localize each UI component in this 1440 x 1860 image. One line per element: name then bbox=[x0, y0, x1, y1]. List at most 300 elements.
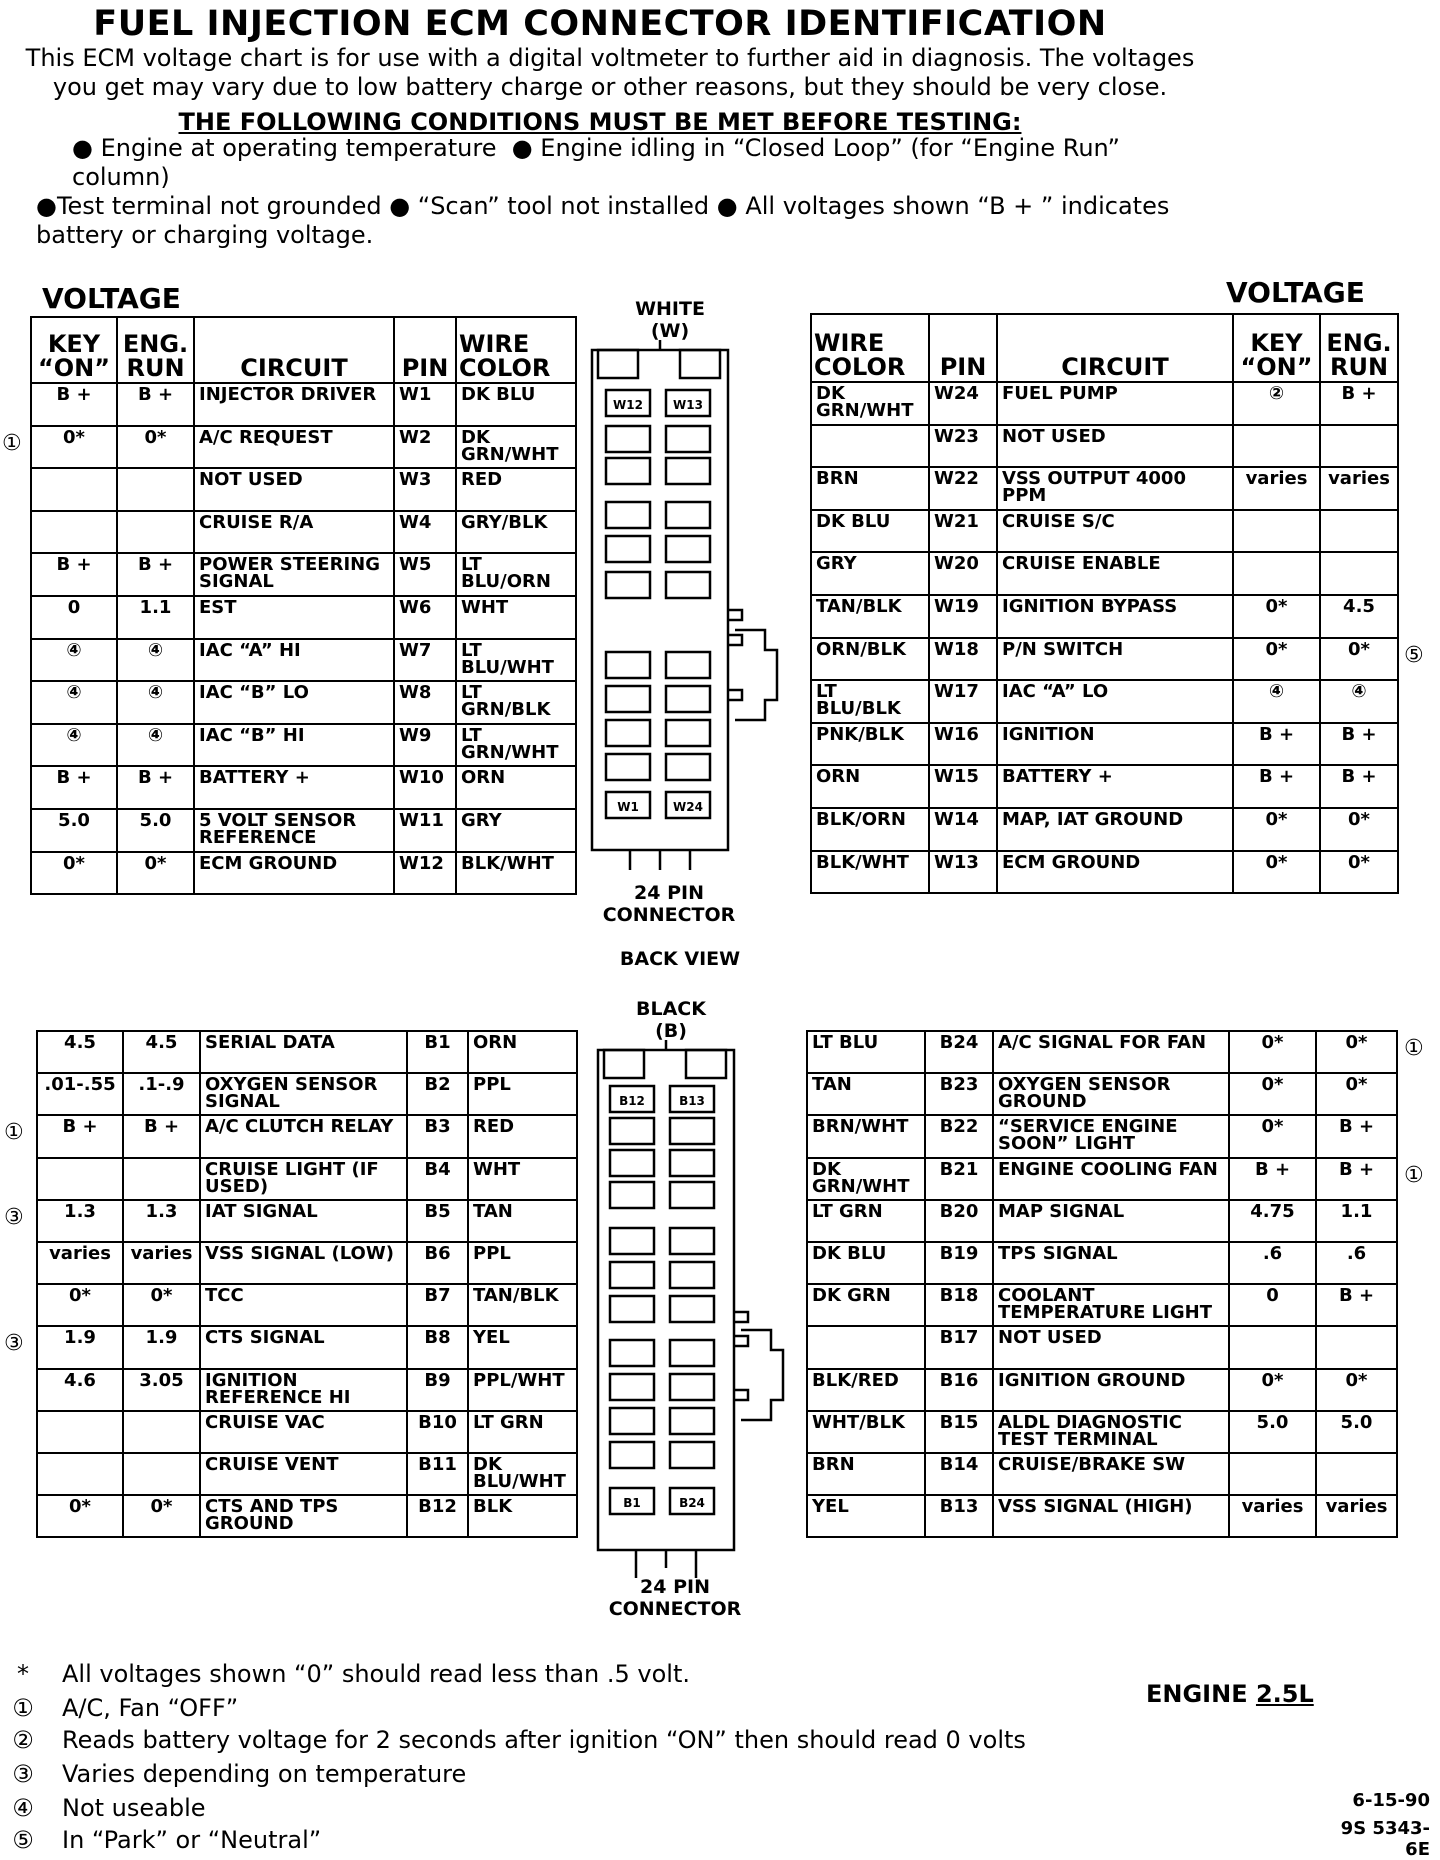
cell-run: 0* bbox=[123, 1284, 200, 1326]
cell-run: 3.05 bbox=[123, 1369, 200, 1411]
cell-pin: W20 bbox=[929, 552, 997, 595]
cell-circuit: INJECTOR DRIVER bbox=[194, 383, 394, 426]
cell-key bbox=[37, 1453, 123, 1495]
cell-key: 0* bbox=[1233, 808, 1320, 851]
cell-circuit: FUEL PUMP bbox=[997, 382, 1233, 425]
cell-key bbox=[1229, 1453, 1316, 1495]
cell-circuit: ECM GROUND bbox=[194, 852, 394, 895]
cell-wire: RED bbox=[456, 468, 576, 511]
cell-wire: DK GRN/WHT bbox=[807, 1158, 925, 1200]
cell-pin: W14 bbox=[929, 808, 997, 851]
cell-key bbox=[37, 1411, 123, 1453]
pin-label-bl: W1 bbox=[617, 800, 639, 814]
white-connector-diagram bbox=[590, 340, 790, 870]
row-marker: ① bbox=[1404, 1036, 1424, 1061]
cell-key: 0* bbox=[1229, 1115, 1316, 1157]
cell-pin: W7 bbox=[394, 639, 456, 682]
table-row bbox=[31, 511, 576, 554]
cell-circuit: BATTERY + bbox=[997, 765, 1233, 808]
cell-circuit: OXYGEN SENSOR SIGNAL bbox=[200, 1073, 407, 1115]
cell-circuit: IGNITION GROUND bbox=[993, 1369, 1229, 1411]
cell-run: .6 bbox=[1316, 1242, 1397, 1284]
white-connector-svg bbox=[590, 340, 790, 870]
black-connector-label: BLACK (B) bbox=[636, 998, 706, 1042]
cell-run bbox=[1320, 510, 1398, 553]
header-circuit: CIRCUIT bbox=[194, 317, 394, 383]
cell-wire: BLK/ORN bbox=[811, 808, 929, 851]
white-connector-label: WHITE (W) bbox=[635, 298, 705, 342]
cell-wire: ORN/BLK bbox=[811, 638, 929, 681]
pin-label-tr: W13 bbox=[673, 398, 703, 412]
header-wire-color: WIRE COLOR bbox=[456, 317, 576, 383]
cell-key: varies bbox=[1233, 467, 1320, 510]
cell-pin: B20 bbox=[925, 1200, 993, 1242]
table-row bbox=[807, 1453, 1397, 1495]
header-eng-run: ENG. RUN bbox=[1320, 314, 1398, 382]
cell-pin: B2 bbox=[407, 1073, 468, 1115]
cell-circuit: IGNITION BYPASS bbox=[997, 595, 1233, 638]
cell-run: 5.0 bbox=[117, 809, 194, 852]
header-key-on: KEY “ON” bbox=[1233, 314, 1320, 382]
footnote-symbol: ⑤ bbox=[12, 1826, 34, 1854]
pin-cavities bbox=[610, 1086, 714, 1514]
cell-wire: DK GRN/WHT bbox=[811, 382, 929, 425]
cell-pin: B3 bbox=[407, 1115, 468, 1157]
cell-key: B + bbox=[31, 766, 117, 809]
table-row bbox=[37, 1242, 577, 1284]
table-row bbox=[811, 552, 1398, 595]
cell-pin: W19 bbox=[929, 595, 997, 638]
cell-pin: B1 bbox=[407, 1031, 468, 1073]
cell-run bbox=[117, 511, 194, 554]
table-row bbox=[811, 723, 1398, 766]
table-row bbox=[807, 1369, 1397, 1411]
cell-wire: LT BLU/ORN bbox=[456, 553, 576, 596]
cell-key: B + bbox=[1233, 765, 1320, 808]
cell-pin: B15 bbox=[925, 1411, 993, 1453]
cell-run bbox=[123, 1411, 200, 1453]
table-row bbox=[807, 1284, 1397, 1326]
table-row bbox=[31, 681, 576, 724]
cell-run: 0* bbox=[117, 852, 194, 895]
cell-circuit: IAC “B” LO bbox=[194, 681, 394, 724]
cell-wire: BRN bbox=[807, 1453, 925, 1495]
table-row bbox=[811, 808, 1398, 851]
cell-key: 0* bbox=[37, 1495, 123, 1537]
cell-pin: W12 bbox=[394, 852, 456, 895]
cell-key bbox=[31, 468, 117, 511]
cell-key: 0* bbox=[1229, 1031, 1316, 1073]
cell-key bbox=[1233, 425, 1320, 468]
cell-circuit: CRUISE LIGHT (IF USED) bbox=[200, 1158, 407, 1200]
table-row bbox=[37, 1073, 577, 1115]
cell-pin: B24 bbox=[925, 1031, 993, 1073]
cell-key: ④ bbox=[1233, 680, 1320, 723]
connector-tab-left bbox=[604, 1050, 644, 1078]
cell-run: varies bbox=[1320, 467, 1398, 510]
cell-key: 4.75 bbox=[1229, 1200, 1316, 1242]
cell-circuit: BATTERY + bbox=[194, 766, 394, 809]
footnote-text: Reads battery voltage for 2 seconds after ignition “ON” then should read 0 volts bbox=[62, 1726, 1026, 1754]
table-row bbox=[37, 1158, 577, 1200]
cell-key: B + bbox=[31, 383, 117, 426]
footnote-text: Varies depending on temperature bbox=[62, 1760, 467, 1788]
table-row bbox=[807, 1242, 1397, 1284]
cell-wire: ORN bbox=[456, 766, 576, 809]
cell-key: 5.0 bbox=[31, 809, 117, 852]
cell-run: varies bbox=[123, 1242, 200, 1284]
cell-wire: GRY bbox=[456, 809, 576, 852]
table-row bbox=[31, 383, 576, 426]
cell-circuit: POWER STEERING SIGNAL bbox=[194, 553, 394, 596]
cell-key: 0 bbox=[1229, 1284, 1316, 1326]
cell-circuit: OXYGEN SENSOR GROUND bbox=[993, 1073, 1229, 1115]
cell-circuit: CTS AND TPS GROUND bbox=[200, 1495, 407, 1537]
table-row bbox=[811, 851, 1398, 894]
cell-circuit: MAP, IAT GROUND bbox=[997, 808, 1233, 851]
latch-tabs bbox=[734, 1312, 748, 1400]
cell-pin: B14 bbox=[925, 1453, 993, 1495]
cell-circuit: VSS OUTPUT 4000 PPM bbox=[997, 467, 1233, 510]
cell-key: 4.5 bbox=[37, 1031, 123, 1073]
cell-pin: B23 bbox=[925, 1073, 993, 1115]
table-row bbox=[37, 1115, 577, 1157]
cell-wire: DK GRN bbox=[807, 1284, 925, 1326]
cell-run: 0* bbox=[123, 1495, 200, 1537]
cell-pin: W5 bbox=[394, 553, 456, 596]
cell-key: ④ bbox=[31, 724, 117, 767]
cell-run bbox=[123, 1453, 200, 1495]
cell-pin: B22 bbox=[925, 1115, 993, 1157]
cell-pin: B6 bbox=[407, 1242, 468, 1284]
cell-pin: W15 bbox=[929, 765, 997, 808]
cell-run: .1-.9 bbox=[123, 1073, 200, 1115]
footnote-symbol: ③ bbox=[12, 1760, 34, 1788]
cell-circuit: SERIAL DATA bbox=[200, 1031, 407, 1073]
footnote-text: Not useable bbox=[62, 1794, 206, 1822]
black-connector-svg bbox=[596, 1040, 796, 1580]
row-marker: ① bbox=[2, 431, 22, 456]
engine-value: 2.5L bbox=[1255, 1680, 1314, 1708]
cell-wire: BLK/RED bbox=[807, 1369, 925, 1411]
cell-pin: W6 bbox=[394, 596, 456, 639]
table-row bbox=[811, 382, 1398, 425]
conditions-line-2: ●Test terminal not grounded ● “Scan” tool not installed ● All voltages shown “B + ” indicates battery or charging voltage. bbox=[36, 192, 1170, 249]
cell-key: B + bbox=[1229, 1158, 1316, 1200]
intro-text: This ECM voltage chart is for use with a digital voltmeter to further aid in diagnosis. The voltages you get may vary due to low battery charge or other reasons, but they should be very close. bbox=[25, 44, 1195, 101]
voltage-label-left: VOLTAGE bbox=[42, 282, 181, 315]
table-row bbox=[37, 1326, 577, 1368]
cell-circuit: IGNITION REFERENCE HI bbox=[200, 1369, 407, 1411]
cell-circuit: A/C REQUEST bbox=[194, 426, 394, 469]
cell-wire: LT GRN bbox=[807, 1200, 925, 1242]
engine-label: ENGINE 2.5L bbox=[1146, 1680, 1314, 1708]
cell-pin: W21 bbox=[929, 510, 997, 553]
table-row bbox=[811, 467, 1398, 510]
cell-key bbox=[31, 511, 117, 554]
cell-circuit: ECM GROUND bbox=[997, 851, 1233, 894]
cell-pin: W3 bbox=[394, 468, 456, 511]
cell-wire: TAN/BLK bbox=[468, 1284, 577, 1326]
cell-circuit: CRUISE VENT bbox=[200, 1453, 407, 1495]
table-row bbox=[811, 638, 1398, 681]
cell-run: B + bbox=[1316, 1284, 1397, 1326]
cell-pin: W1 bbox=[394, 383, 456, 426]
header-key-on: KEY “ON” bbox=[31, 317, 117, 383]
cell-run: B + bbox=[117, 383, 194, 426]
cell-key: ④ bbox=[31, 639, 117, 682]
cell-run: 0* bbox=[1320, 638, 1398, 681]
table-row bbox=[31, 766, 576, 809]
pin-label-tl: W12 bbox=[613, 398, 643, 412]
table-row bbox=[31, 468, 576, 511]
black-connector-diagram bbox=[596, 1040, 796, 1580]
cell-circuit: ENGINE COOLING FAN bbox=[993, 1158, 1229, 1200]
cell-key: 0 bbox=[31, 596, 117, 639]
black-connector-left-table bbox=[36, 1030, 578, 1538]
cell-run bbox=[123, 1158, 200, 1200]
conditions-line-1: ● Engine at operating temperature ● Engine idling in “Closed Loop” (for “Engine Run” column) bbox=[72, 134, 1120, 191]
cell-pin: W2 bbox=[394, 426, 456, 469]
cell-wire: LT BLU bbox=[807, 1031, 925, 1073]
cell-run: B + bbox=[1316, 1115, 1397, 1157]
cell-run: 0* bbox=[1320, 851, 1398, 894]
cell-key: 0* bbox=[1229, 1369, 1316, 1411]
cell-pin: W10 bbox=[394, 766, 456, 809]
footnote-text: All voltages shown “0” should read less than .5 volt. bbox=[62, 1660, 690, 1688]
table-row bbox=[37, 1369, 577, 1411]
table-row bbox=[31, 639, 576, 682]
cell-run bbox=[1316, 1326, 1397, 1368]
cell-circuit: CRUISE VAC bbox=[200, 1411, 407, 1453]
cell-pin: B12 bbox=[407, 1495, 468, 1537]
pin-label-tl: B12 bbox=[619, 1094, 645, 1108]
cell-key: 0* bbox=[1233, 638, 1320, 681]
cell-wire bbox=[811, 425, 929, 468]
table-row bbox=[37, 1453, 577, 1495]
header-eng-run: ENG. RUN bbox=[117, 317, 194, 383]
table-row bbox=[31, 809, 576, 852]
white-connector-left-table bbox=[30, 316, 577, 895]
cell-run: 0* bbox=[1320, 808, 1398, 851]
back-view-label: BACK VIEW bbox=[619, 948, 741, 970]
cell-wire: BRN bbox=[811, 467, 929, 510]
cell-wire: DK BLU bbox=[456, 383, 576, 426]
cell-key: varies bbox=[37, 1242, 123, 1284]
cell-pin: W16 bbox=[929, 723, 997, 766]
table-row bbox=[807, 1326, 1397, 1368]
cell-key bbox=[37, 1158, 123, 1200]
cell-run: B + bbox=[1320, 723, 1398, 766]
cell-run: 0* bbox=[1316, 1031, 1397, 1073]
black-connector-caption: 24 PIN CONNECTOR bbox=[608, 1576, 742, 1620]
cell-run: B + bbox=[1320, 382, 1398, 425]
cell-pin: W13 bbox=[929, 851, 997, 894]
table-row bbox=[37, 1284, 577, 1326]
cell-key: 0* bbox=[37, 1284, 123, 1326]
cell-run: varies bbox=[1316, 1495, 1397, 1537]
voltage-label-right: VOLTAGE bbox=[1226, 276, 1365, 309]
cell-wire: DK BLU/WHT bbox=[468, 1453, 577, 1495]
table-row bbox=[31, 724, 576, 767]
table-row bbox=[811, 680, 1398, 723]
cell-key bbox=[1233, 510, 1320, 553]
cell-run: 1.1 bbox=[117, 596, 194, 639]
cell-run: 4.5 bbox=[1320, 595, 1398, 638]
cell-run: ④ bbox=[117, 724, 194, 767]
cell-circuit: IAC “B” HI bbox=[194, 724, 394, 767]
table-row bbox=[811, 765, 1398, 808]
cell-pin: W9 bbox=[394, 724, 456, 767]
cell-key: 0* bbox=[1229, 1073, 1316, 1115]
cell-run: ④ bbox=[117, 639, 194, 682]
table-row bbox=[37, 1495, 577, 1537]
cell-key: B + bbox=[37, 1115, 123, 1157]
cell-run: 0* bbox=[1316, 1073, 1397, 1115]
cell-key bbox=[1229, 1326, 1316, 1368]
cell-wire: BLK/WHT bbox=[811, 851, 929, 894]
cell-wire: LT GRN/WHT bbox=[456, 724, 576, 767]
row-marker: ⑤ bbox=[1404, 643, 1424, 668]
cell-key: B + bbox=[31, 553, 117, 596]
pin-label-bl: B1 bbox=[623, 1496, 641, 1510]
cell-run: ④ bbox=[1320, 680, 1398, 723]
table-row bbox=[811, 595, 1398, 638]
table-row bbox=[31, 426, 576, 469]
cell-pin: B19 bbox=[925, 1242, 993, 1284]
header-wire-color: WIRE COLOR bbox=[811, 314, 929, 382]
cell-wire: PNK/BLK bbox=[811, 723, 929, 766]
cell-circuit: CRUISE S/C bbox=[997, 510, 1233, 553]
footnote-text: In “Park” or “Neutral” bbox=[62, 1826, 322, 1854]
cell-circuit: “SERVICE ENGINE SOON” LIGHT bbox=[993, 1115, 1229, 1157]
table-row bbox=[31, 553, 576, 596]
conditions bbox=[36, 134, 1186, 250]
cell-circuit: VSS SIGNAL (LOW) bbox=[200, 1242, 407, 1284]
header-pin: PIN bbox=[929, 314, 997, 382]
cell-run: B + bbox=[117, 766, 194, 809]
cell-circuit: IAT SIGNAL bbox=[200, 1200, 407, 1242]
cell-circuit: TCC bbox=[200, 1284, 407, 1326]
cell-wire: LT GRN/BLK bbox=[456, 681, 576, 724]
cell-circuit: NOT USED bbox=[997, 425, 1233, 468]
cell-key: .6 bbox=[1229, 1242, 1316, 1284]
cell-wire: BRN/WHT bbox=[807, 1115, 925, 1157]
cell-wire: ORN bbox=[811, 765, 929, 808]
cell-pin: B13 bbox=[925, 1495, 993, 1537]
cell-circuit: COOLANT TEMPERATURE LIGHT bbox=[993, 1284, 1229, 1326]
header-pin: PIN bbox=[394, 317, 456, 383]
cell-pin: W24 bbox=[929, 382, 997, 425]
cell-circuit: 5 VOLT SENSOR REFERENCE bbox=[194, 809, 394, 852]
cell-circuit: CTS SIGNAL bbox=[200, 1326, 407, 1368]
table-row bbox=[807, 1495, 1397, 1537]
table-row bbox=[807, 1031, 1397, 1073]
white-connector-caption: 24 PIN CONNECTOR bbox=[602, 882, 736, 926]
table-row bbox=[37, 1031, 577, 1073]
connector-tab-left bbox=[598, 350, 638, 378]
cell-circuit: IAC “A” LO bbox=[997, 680, 1233, 723]
cell-run: 4.5 bbox=[123, 1031, 200, 1073]
cell-pin: W22 bbox=[929, 467, 997, 510]
cell-key: ② bbox=[1233, 382, 1320, 425]
cell-wire: ORN bbox=[468, 1031, 577, 1073]
cell-run: B + bbox=[1320, 765, 1398, 808]
cell-circuit: NOT USED bbox=[194, 468, 394, 511]
cell-circuit: CRUISE/BRAKE SW bbox=[993, 1453, 1229, 1495]
document-code: 9S 5343-6E bbox=[1340, 1818, 1430, 1860]
cell-wire: WHT bbox=[468, 1158, 577, 1200]
table-row bbox=[807, 1073, 1397, 1115]
cell-circuit: P/N SWITCH bbox=[997, 638, 1233, 681]
table-row bbox=[807, 1158, 1397, 1200]
cell-pin: W8 bbox=[394, 681, 456, 724]
cell-run: B + bbox=[123, 1115, 200, 1157]
cell-pin: B5 bbox=[407, 1200, 468, 1242]
conditions-heading: THE FOLLOWING CONDITIONS MUST BE MET BEFORE TESTING: bbox=[178, 108, 1022, 136]
cell-wire bbox=[807, 1326, 925, 1368]
cell-circuit: VSS SIGNAL (HIGH) bbox=[993, 1495, 1229, 1537]
footnote-symbol: ② bbox=[12, 1726, 34, 1754]
cell-key: 0* bbox=[31, 426, 117, 469]
cell-circuit: EST bbox=[194, 596, 394, 639]
cell-run: 1.9 bbox=[123, 1326, 200, 1368]
cell-key: ④ bbox=[31, 681, 117, 724]
cell-wire: LT GRN bbox=[468, 1411, 577, 1453]
footnote-symbol: ① bbox=[12, 1694, 34, 1722]
pin-cavities bbox=[606, 390, 710, 818]
cell-wire: GRY/BLK bbox=[456, 511, 576, 554]
cell-wire: DK BLU bbox=[807, 1242, 925, 1284]
cell-wire: TAN bbox=[468, 1200, 577, 1242]
cell-circuit: CRUISE ENABLE bbox=[997, 552, 1233, 595]
footnote-symbol: * bbox=[17, 1660, 29, 1688]
connector-tab-right bbox=[680, 350, 720, 378]
cell-run: 1.1 bbox=[1316, 1200, 1397, 1242]
pin-label-br: W24 bbox=[673, 800, 703, 814]
cell-wire: GRY bbox=[811, 552, 929, 595]
cell-pin: B10 bbox=[407, 1411, 468, 1453]
connector-legs bbox=[630, 850, 690, 870]
cell-pin: W17 bbox=[929, 680, 997, 723]
cell-run: 5.0 bbox=[1316, 1411, 1397, 1453]
cell-pin: B11 bbox=[407, 1453, 468, 1495]
footnote-text: A/C, Fan “OFF” bbox=[62, 1694, 239, 1722]
cell-pin: B16 bbox=[925, 1369, 993, 1411]
cell-wire: BLK/WHT bbox=[456, 852, 576, 895]
cell-pin: W18 bbox=[929, 638, 997, 681]
white-connector-right-table bbox=[810, 313, 1399, 894]
cell-run bbox=[1316, 1453, 1397, 1495]
cell-key: 4.6 bbox=[37, 1369, 123, 1411]
cell-pin: B21 bbox=[925, 1158, 993, 1200]
row-marker: ① bbox=[4, 1120, 24, 1145]
page-title: FUEL INJECTION ECM CONNECTOR IDENTIFICATION bbox=[93, 4, 1107, 44]
cell-key bbox=[1233, 552, 1320, 595]
cell-circuit: ALDL DIAGNOSTIC TEST TERMINAL bbox=[993, 1411, 1229, 1453]
cell-run: 0* bbox=[117, 426, 194, 469]
table-row bbox=[31, 852, 576, 895]
cell-circuit: CRUISE R/A bbox=[194, 511, 394, 554]
cell-pin: B9 bbox=[407, 1369, 468, 1411]
cell-wire: BLK bbox=[468, 1495, 577, 1537]
footnote-symbol: ④ bbox=[12, 1794, 34, 1822]
cell-circuit: A/C SIGNAL FOR FAN bbox=[993, 1031, 1229, 1073]
cell-circuit: IAC “A” HI bbox=[194, 639, 394, 682]
cell-pin: B4 bbox=[407, 1158, 468, 1200]
cell-key: B + bbox=[1233, 723, 1320, 766]
cell-pin: W11 bbox=[394, 809, 456, 852]
